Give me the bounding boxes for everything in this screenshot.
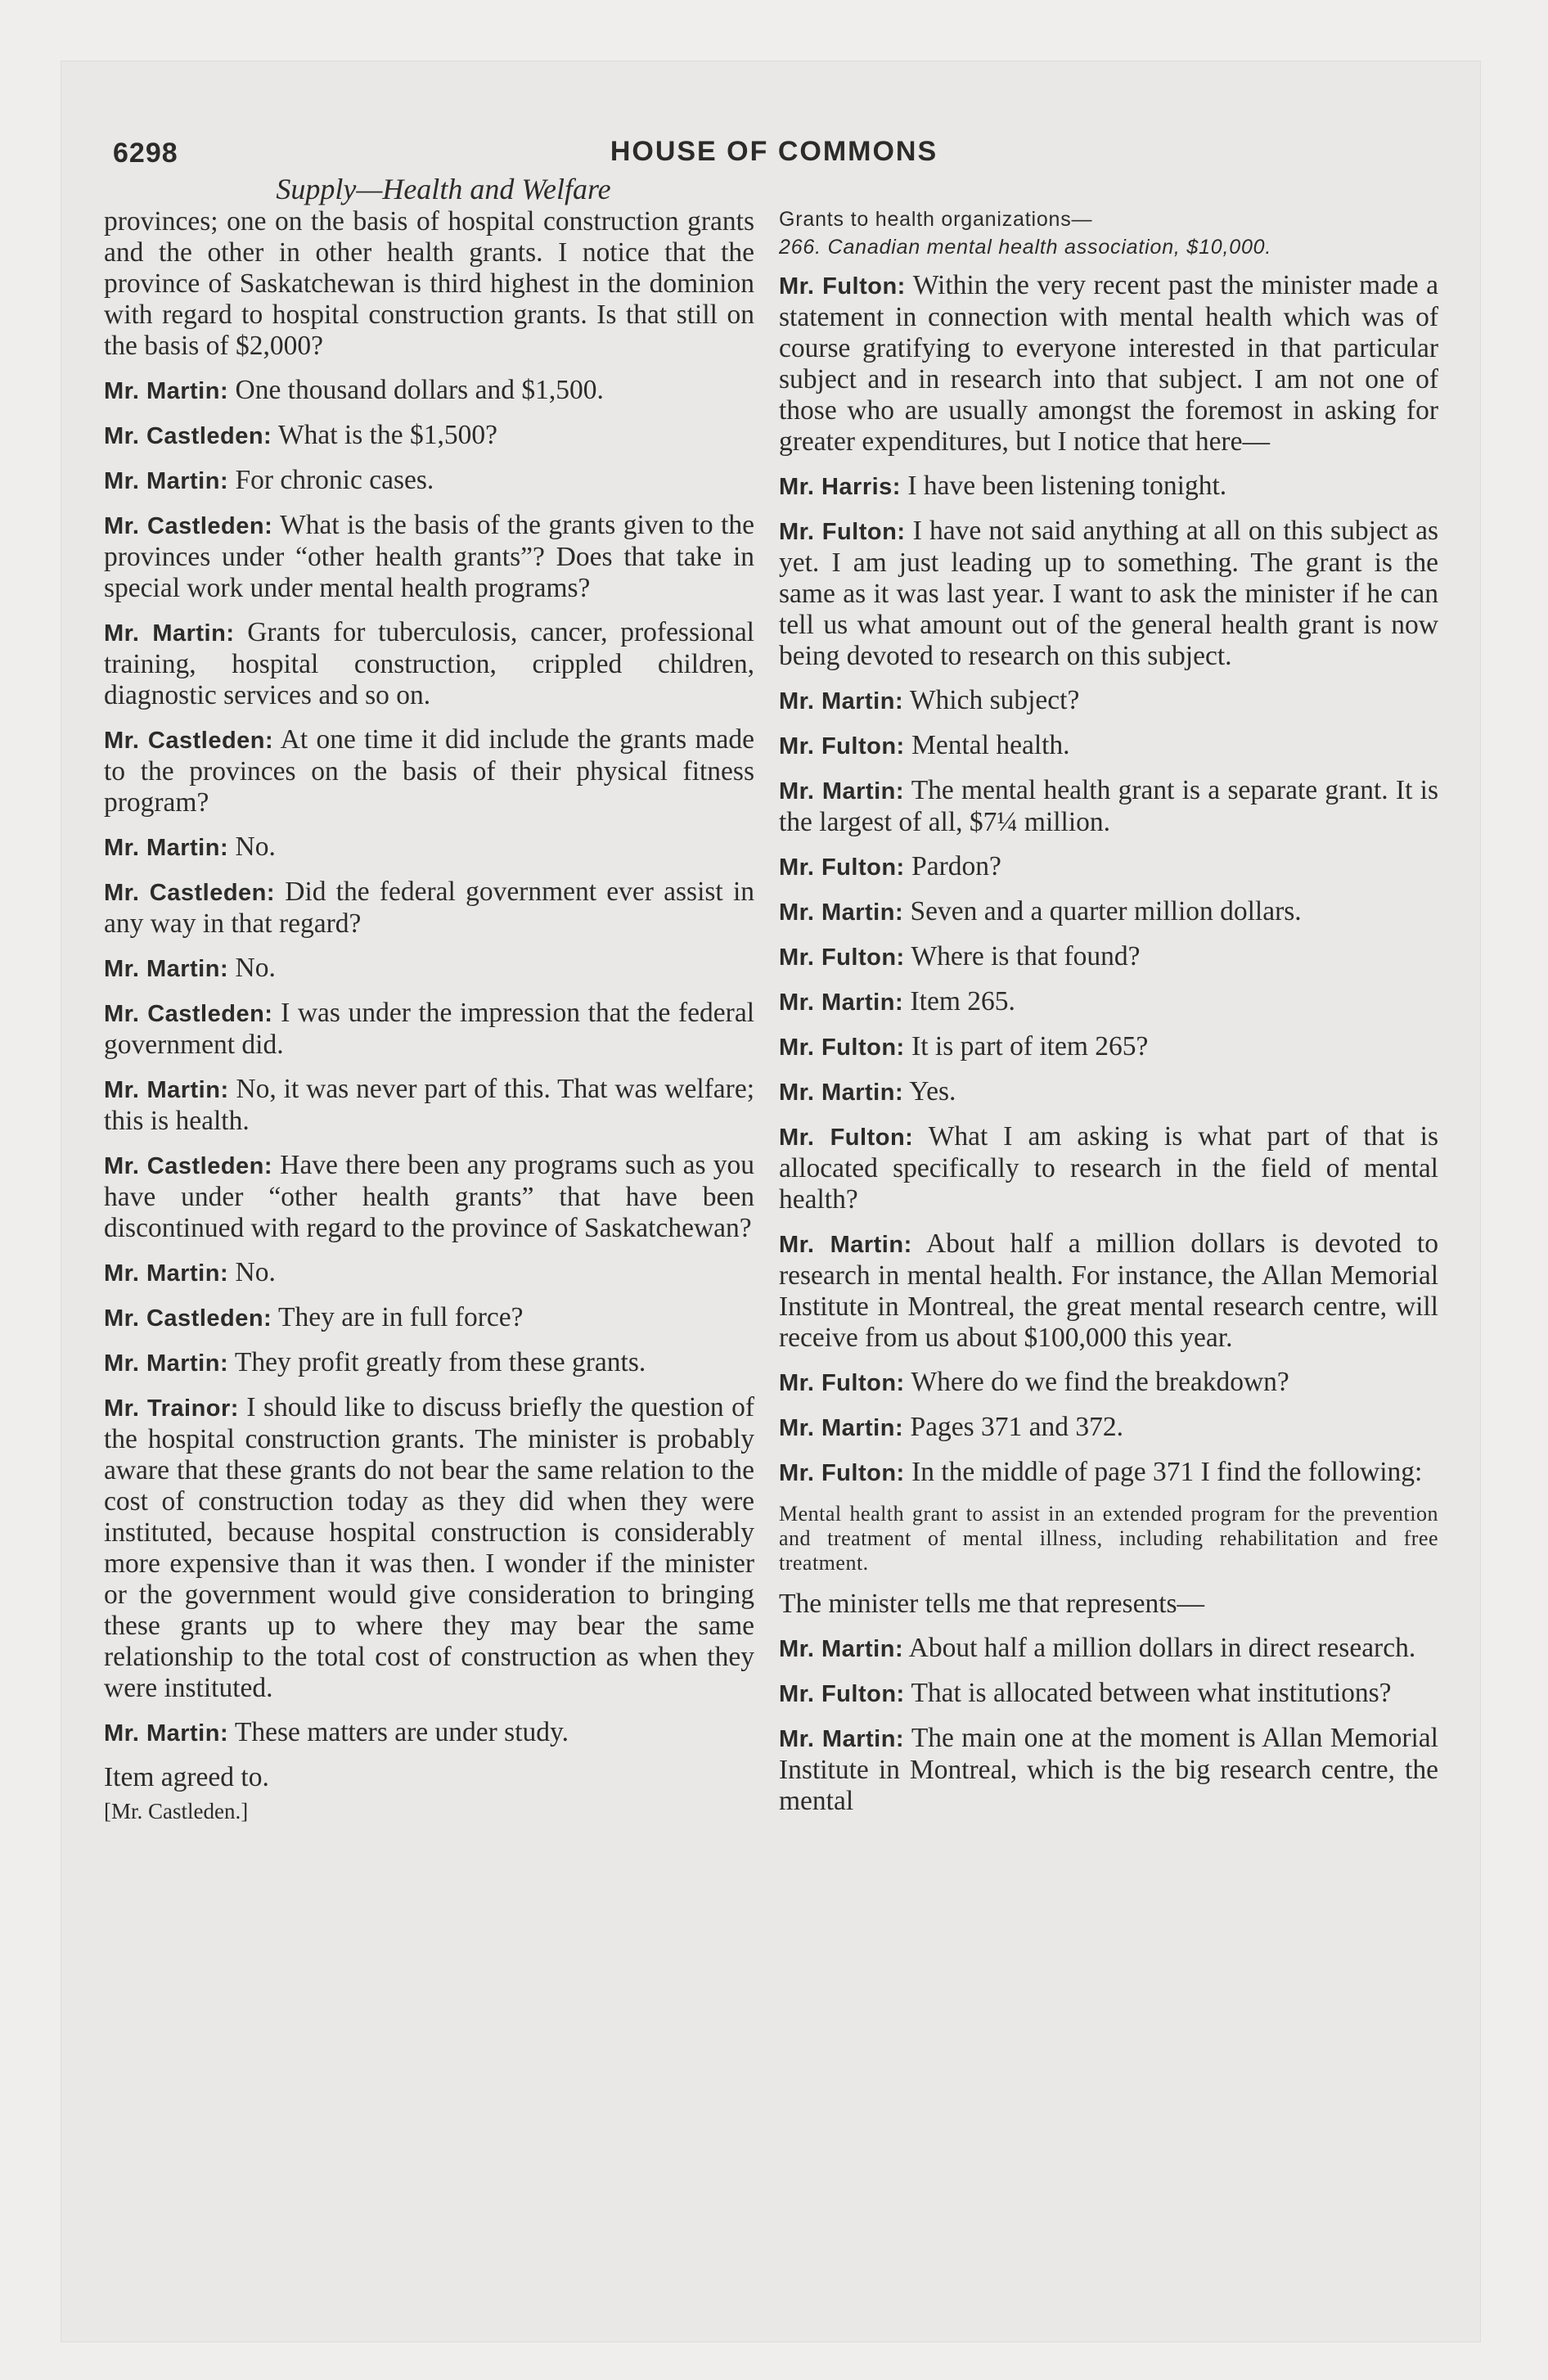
paragraph — [779, 1076, 1438, 1108]
paragraph-text: About half a million dollars in direct research. — [908, 1633, 1416, 1663]
paragraph — [779, 1678, 1438, 1710]
section-subheader: Supply—Health and Welfare — [276, 173, 611, 205]
speaker-name: Mr. Martin: — [104, 956, 229, 982]
speaker-name: Mr. Martin: — [104, 620, 235, 647]
speaker-name: Mr. Fulton: — [779, 733, 905, 760]
paragraph — [779, 270, 1438, 458]
speaker-name: Mr. Fulton: — [779, 1460, 905, 1486]
paragraph-text: Where do we find the breakdown? — [911, 1367, 1289, 1397]
speaker-name: Mr. Harris: — [779, 474, 901, 500]
paragraph — [779, 730, 1438, 762]
right-column — [779, 206, 1438, 1830]
speaker-name: Mr. Castleden: — [104, 1305, 272, 1332]
paragraph-text: For chronic cases. — [235, 465, 434, 495]
paragraph — [779, 775, 1438, 838]
vote-heading: Grants to health organizations— — [779, 208, 1093, 231]
paragraph-text: The mental health grant is a separate grant. It is the largest of all, $7¼ million. — [779, 775, 1438, 837]
paragraph-text: What is the basis of the grants given to the provinces under “other health grants”? Does that take in special work under mental health programs? — [104, 510, 754, 603]
left-column — [104, 206, 754, 1824]
paragraph — [104, 1347, 754, 1379]
paragraph — [779, 941, 1438, 973]
paragraph-text: Pardon? — [911, 851, 1001, 881]
paragraph-text: No, it was never part of this. That was welfare; this is health. — [104, 1074, 754, 1136]
speaker-name: Mr. Castleden: — [104, 880, 276, 906]
paragraph — [104, 953, 754, 985]
speaker-name: Mr. Martin: — [779, 688, 904, 714]
speaker-name: Mr. Martin: — [104, 1077, 229, 1103]
paragraph — [104, 1717, 754, 1749]
vote-item: 266. Canadian mental health association, $10,000. — [779, 236, 1272, 259]
speaker-name: Mr. Fulton: — [779, 944, 905, 971]
paragraph-text: Did the federal government ever assist in any way in that regard? — [104, 877, 755, 939]
paragraph — [779, 1228, 1438, 1354]
paragraph — [779, 1412, 1438, 1444]
paragraph — [104, 1762, 754, 1793]
paragraph-text: Seven and a quarter million dollars. — [910, 896, 1302, 926]
speaker-name: Mr. Fulton: — [779, 1681, 905, 1707]
paragraph-text: At one time it did include the grants made to the provinces on the basis of their physical fitness program? — [104, 724, 755, 818]
speaker-name: Mr. Trainor: — [104, 1395, 239, 1422]
paragraph-text: I should like to discuss briefly the question of the hospital construction grants. The minister is probably aware that these grants do not bear the same relation to the cost of construction today as they did when they were instituted, because hospital construction is considerably more expensive than it was then. I wonder if the minister or the government would give consideration to bringing these grants up to where they may bear the same relationship to the total cost of construction as when they were instituted. — [104, 1392, 754, 1703]
speaker-name: Mr. Martin: — [779, 1232, 912, 1258]
paragraph — [779, 516, 1438, 672]
paragraph-text: Where is that found? — [911, 941, 1141, 971]
paragraph — [104, 1074, 754, 1137]
paragraph-text: About half a million dollars is devoted to research in mental health. For instance, the Allan Memorial Institute in Montreal, the great mental research centre, will receive from us about $100,000 this year. — [779, 1228, 1438, 1353]
paragraph — [779, 896, 1438, 928]
paragraph — [104, 465, 754, 497]
speaker-name: Mr. Martin: — [104, 1350, 229, 1377]
paragraph-text: I have been listening tonight. — [907, 471, 1227, 501]
paragraph — [779, 1367, 1438, 1399]
paragraph — [779, 1121, 1438, 1215]
speaker-name: Mr. Martin: — [779, 1726, 905, 1752]
paragraph — [779, 471, 1438, 503]
paragraph-text: It is part of item 265? — [911, 1031, 1149, 1062]
speaker-name: Mr. Fulton: — [779, 1370, 905, 1396]
speaker-name: Mr. Martin: — [779, 1636, 904, 1662]
paragraph-text: No. — [235, 953, 276, 983]
paragraph-text: One thousand dollars and $1,500. — [235, 375, 604, 405]
speaker-name: Mr. Martin: — [104, 835, 229, 861]
speaker-name: Mr. Martin: — [104, 468, 229, 494]
speaker-name: Mr. Castleden: — [104, 1001, 273, 1027]
speaker-name: Mr. Martin: — [779, 899, 904, 926]
speaker-name: Mr. Martin: — [104, 1720, 229, 1747]
paragraph — [104, 998, 754, 1061]
paragraph-text: They profit greatly from these grants. — [234, 1347, 646, 1377]
paragraph — [104, 1392, 754, 1704]
paragraph — [779, 1723, 1438, 1817]
paragraph — [779, 1031, 1438, 1063]
speaker-name: Mr. Fulton: — [779, 854, 905, 881]
paragraph — [779, 986, 1438, 1018]
paragraph-text: Item 265. — [910, 986, 1015, 1016]
paragraph-text: Item agreed to. — [104, 1762, 269, 1792]
paragraph-text: In the middle of page 371 I find the following: — [911, 1457, 1423, 1487]
paragraph-text: Yes. — [909, 1076, 956, 1107]
paragraph — [104, 1302, 754, 1334]
paragraph-text: What I am asking is what part of that is allocated specifically to research in the field of mental health? — [779, 1121, 1438, 1215]
paragraph-text: Have there been any programs such as you have under “other health grants” that have been discontinued with regard to the province of Saskatchewan? — [104, 1150, 754, 1243]
paragraph-text: Which subject? — [909, 685, 1080, 715]
paragraph-text: No. — [235, 832, 276, 862]
speaker-name: Mr. Martin: — [104, 378, 229, 404]
speaker-name: Mr. Martin: — [779, 1415, 904, 1441]
paragraph-text: Mental health. — [911, 730, 1070, 760]
speaker-name: Mr. Castleden: — [104, 728, 274, 754]
paragraph-text: I have not said anything at all on this subject as yet. I am just leading up to something. The grant is the same as it was last year. I want to ask the minister if he can tell us what amount out of the general health grant is now being devoted to research on this subject. — [779, 516, 1439, 671]
paragraph-text: Grants for tuberculosis, cancer, professional training, hospital construction, crippled children, diagnostic services and so on. — [104, 617, 754, 710]
speaker-name: Mr. Martin: — [104, 1260, 229, 1287]
paragraph-text: These matters are under study. — [234, 1717, 569, 1747]
paragraph-text: I was under the impression that the federal government did. — [104, 998, 755, 1060]
paragraph-text: What is the $1,500? — [278, 420, 497, 450]
page-number: 6298 — [113, 137, 178, 169]
paragraph-text: The main one at the moment is Allan Memorial Institute in Montreal, which is the big research centre, the mental — [779, 1723, 1438, 1816]
paragraph-text: Within the very recent past the minister made a statement in connection with mental health which was of course gratifying to everyone interested in that particular subject and in research into that subject. I am not one of those who are usually amongst the foremost in asking for greater expenditures, but I notice that here— — [779, 270, 1438, 457]
page-footer: [Mr. Castleden.] — [104, 1799, 249, 1823]
paragraph — [779, 1589, 1438, 1620]
paragraph — [779, 685, 1438, 717]
paragraph — [104, 877, 754, 940]
paragraph — [104, 617, 754, 711]
paragraph — [779, 1633, 1438, 1665]
speaker-name: Mr. Fulton: — [779, 273, 906, 300]
speaker-name: Mr. Fulton: — [779, 1034, 905, 1061]
paragraph — [104, 206, 754, 362]
quoted-passage: Mental health grant to assist in an extended program for the prevention and treatment of mental illness, including rehabilitation and free treatment. — [779, 1502, 1438, 1575]
paragraph-text: Pages 371 and 372. — [910, 1412, 1124, 1442]
paragraph — [104, 1257, 754, 1289]
paragraph-text: No. — [235, 1257, 276, 1287]
paragraph-text: provinces; one on the basis of hospital construction grants and the other in other health grants. I notice that the province of Saskatchewan is third highest in the dominion with regard to hospital construction grants. Is that still on the basis of $2,000? — [104, 206, 754, 361]
speaker-name: Mr. Martin: — [779, 1080, 904, 1106]
paragraph — [104, 375, 754, 407]
paragraph — [779, 851, 1438, 883]
speaker-name: Mr. Martin: — [779, 989, 904, 1016]
speaker-name: Mr. Fulton: — [779, 1125, 914, 1151]
speaker-name: Mr. Fulton: — [779, 519, 906, 545]
paragraph — [104, 724, 754, 818]
paragraph-text: They are in full force? — [278, 1302, 524, 1332]
paragraph — [104, 1150, 754, 1244]
paragraph — [104, 832, 754, 863]
paragraph — [779, 1457, 1438, 1489]
speaker-name: Mr. Martin: — [779, 778, 905, 805]
paragraph — [104, 510, 754, 604]
paragraph — [104, 420, 754, 452]
speaker-name: Mr. Castleden: — [104, 513, 273, 539]
speaker-name: Mr. Castleden: — [104, 1153, 273, 1179]
paragraph-text: That is allocated between what institutions? — [911, 1678, 1392, 1708]
page-header: HOUSE OF COMMONS — [610, 136, 938, 167]
speaker-name: Mr. Castleden: — [104, 423, 272, 449]
paragraph-text: The minister tells me that represents— — [779, 1589, 1205, 1619]
